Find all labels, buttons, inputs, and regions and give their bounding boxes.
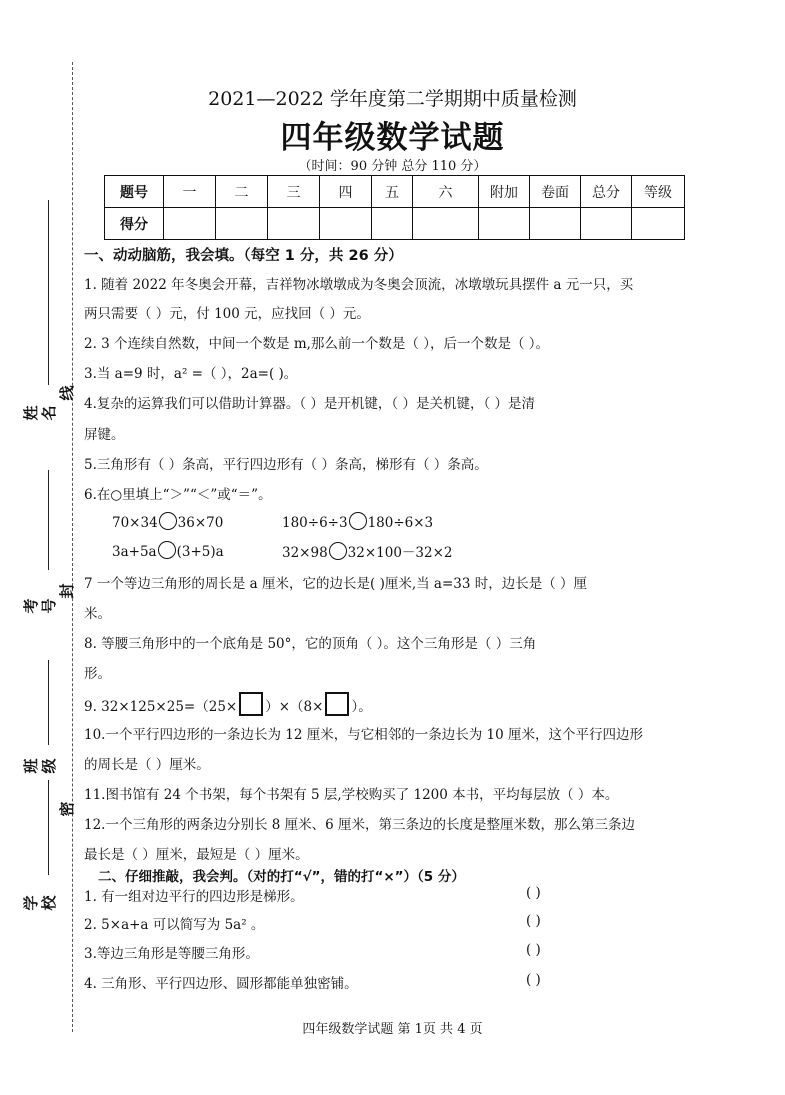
judge-item: 3.等边三角形是等腰三角形。: [84, 946, 259, 962]
score-row-label: 得分: [105, 208, 164, 240]
score-input-cell[interactable]: [632, 208, 685, 240]
score-header-cell: 二: [216, 176, 268, 208]
score-header-cell: 四: [320, 176, 372, 208]
judge-item: 1. 有一组对边平行的四边形是梯形。: [84, 889, 304, 905]
question-line: 11.图书馆有 24 个书架，每个书架有 5 层,学校购买了 1200 本书，平均每层放（ ）本。: [84, 787, 619, 803]
compare-a-right: 36×70: [177, 515, 224, 531]
binding-dashed-line: [72, 62, 73, 1032]
id-underline: [48, 470, 49, 570]
compare-a: [112, 512, 223, 531]
q9-suffix: ）。: [351, 699, 372, 715]
compare-d-right: 32×100－32×2: [347, 545, 453, 561]
score-header-cell: 五: [372, 176, 413, 208]
compare-c-left: 3a+5a: [112, 544, 157, 560]
judge-item: 4. 三角形、平行四边形、圆形都能单独密铺。: [84, 976, 358, 992]
judge-answer-paren[interactable]: ( ): [526, 913, 541, 929]
score-header-cell: 等级: [632, 176, 685, 208]
question-line: 形。: [84, 666, 111, 682]
score-header-cell: 一: [164, 176, 216, 208]
score-header-cell: 题号: [105, 176, 164, 208]
question-line: 8. 等腰三角形中的一个底角是 50°，它的顶角（ ）。这个三角形是（ ）三角: [84, 636, 537, 652]
score-input-cell[interactable]: [216, 208, 268, 240]
q9-box-blank[interactable]: [239, 692, 263, 716]
judge-answer-paren[interactable]: ( ): [526, 885, 541, 901]
question-9: [84, 692, 372, 716]
question-line: 10.一个平行四边形的一条边长为 12 厘米，与它相邻的一条边长为 10 厘米，这个平行四边形: [84, 727, 643, 743]
score-input-cell[interactable]: [413, 208, 479, 240]
compare-circle-blank[interactable]: [349, 512, 367, 530]
score-input-cell[interactable]: [530, 208, 581, 240]
section2-heading: 二、仔细推敲，我会判。（对的打“√”，错的打“×”）（5 分）: [98, 869, 465, 885]
score-header-row: [105, 176, 685, 208]
section1-heading: 一、动动脑筋，我会填。（每空 1 分，共 26 分）: [84, 248, 403, 264]
question-line: 7 一个等边三角形的周长是 a 厘米，它的边长是( )厘米,当 a=33 时，边长是（ ）厘: [84, 576, 588, 592]
page-footer: 四年级数学试题 第 1页 共 4 页: [302, 1022, 483, 1037]
judge-answer-paren[interactable]: ( ): [526, 972, 541, 988]
exam-info: （时间：90 分钟 总分 110 分）: [298, 159, 487, 174]
score-header-cell: 卷面: [530, 176, 581, 208]
score-header-cell: 三: [268, 176, 320, 208]
exam-title: 四年级数学试题: [280, 120, 505, 156]
compare-circle-blank[interactable]: [329, 542, 347, 560]
question-line: 的周长是（ ）厘米。: [84, 757, 210, 773]
school-label: 学校: [22, 895, 58, 911]
question-line: 米。: [84, 606, 111, 622]
question-line: 3.当 a=9 时，a² =（ ），2a=( )。: [84, 366, 298, 382]
compare-b-left: 180÷6÷3: [282, 515, 348, 531]
score-table: [104, 175, 685, 240]
compare-b: [282, 512, 433, 531]
school-underline: [48, 780, 49, 875]
compare-a-left: 70×34: [112, 515, 158, 531]
question-line: 屏键。: [84, 427, 125, 443]
score-input-cell[interactable]: [479, 208, 530, 240]
question-line: 2. 3 个连续自然数，中间一个数是 m,那么前一个数是（ ），后一个数是（ ）。: [84, 336, 550, 352]
compare-d: [282, 541, 453, 561]
q9-box-blank[interactable]: [325, 692, 349, 716]
score-input-cell[interactable]: [372, 208, 413, 240]
judge-item: 2. 5×a+a 可以简写为 5a² 。: [84, 917, 265, 933]
seal-feng: 封: [58, 583, 76, 599]
question-line: 4.复杂的运算我们可以借助计算器。（ ）是开机键，（ ）是关机键，（ ）是清: [84, 396, 536, 412]
question-line: 两只需要（ ）元，付 100 元，应找回（ ）元。: [84, 306, 370, 322]
score-header-cell: 附加: [479, 176, 530, 208]
name-label: 姓名: [22, 405, 58, 421]
score-header-cell: 总分: [581, 176, 632, 208]
score-value-row: [105, 208, 685, 240]
id-label: 考号: [22, 598, 58, 614]
score-header-cell: 六: [413, 176, 479, 208]
question-line: 5.三角形有（ ）条高，平行四边形有（ ）条高，梯形有（ ）条高。: [84, 457, 488, 473]
compare-c-right: (3+5)a: [176, 544, 224, 560]
seal-xian: 线: [58, 385, 76, 401]
question-line: 6.在○里填上“＞”“＜”或“＝”。: [84, 487, 272, 503]
judge-answer-paren[interactable]: ( ): [526, 942, 541, 958]
compare-b-right: 180÷6×3: [367, 515, 434, 531]
class-underline: [48, 660, 49, 745]
score-input-cell[interactable]: [581, 208, 632, 240]
q9-prefix: 9. 32×125×25=（25×: [84, 699, 238, 715]
question-line: 最长是（ ）厘米，最短是（ ）厘米。: [84, 847, 309, 863]
name-underline: [48, 200, 49, 385]
q9-middle: ）×（8×: [265, 699, 324, 715]
compare-c: [112, 541, 224, 560]
compare-circle-blank[interactable]: [158, 541, 176, 559]
compare-d-left: 32×98: [282, 545, 328, 561]
question-line: 1. 随着 2022 年冬奥会开幕，吉祥物冰墩墩成为冬奥会顶流，冰墩墩玩具摆件 a 元一只，买: [84, 277, 634, 293]
exam-term: 2021—2022 学年度第二学期期中质量检测: [208, 88, 577, 110]
score-input-cell[interactable]: [320, 208, 372, 240]
score-input-cell[interactable]: [164, 208, 216, 240]
compare-circle-blank[interactable]: [159, 512, 177, 530]
seal-mi: 密: [58, 801, 76, 817]
class-label: 班级: [22, 758, 58, 774]
score-input-cell[interactable]: [268, 208, 320, 240]
question-line: 12.一个三角形的两条边分别长 8 厘米、6 厘米，第三条边的长度是整厘米数，那么第三条边: [84, 817, 636, 833]
